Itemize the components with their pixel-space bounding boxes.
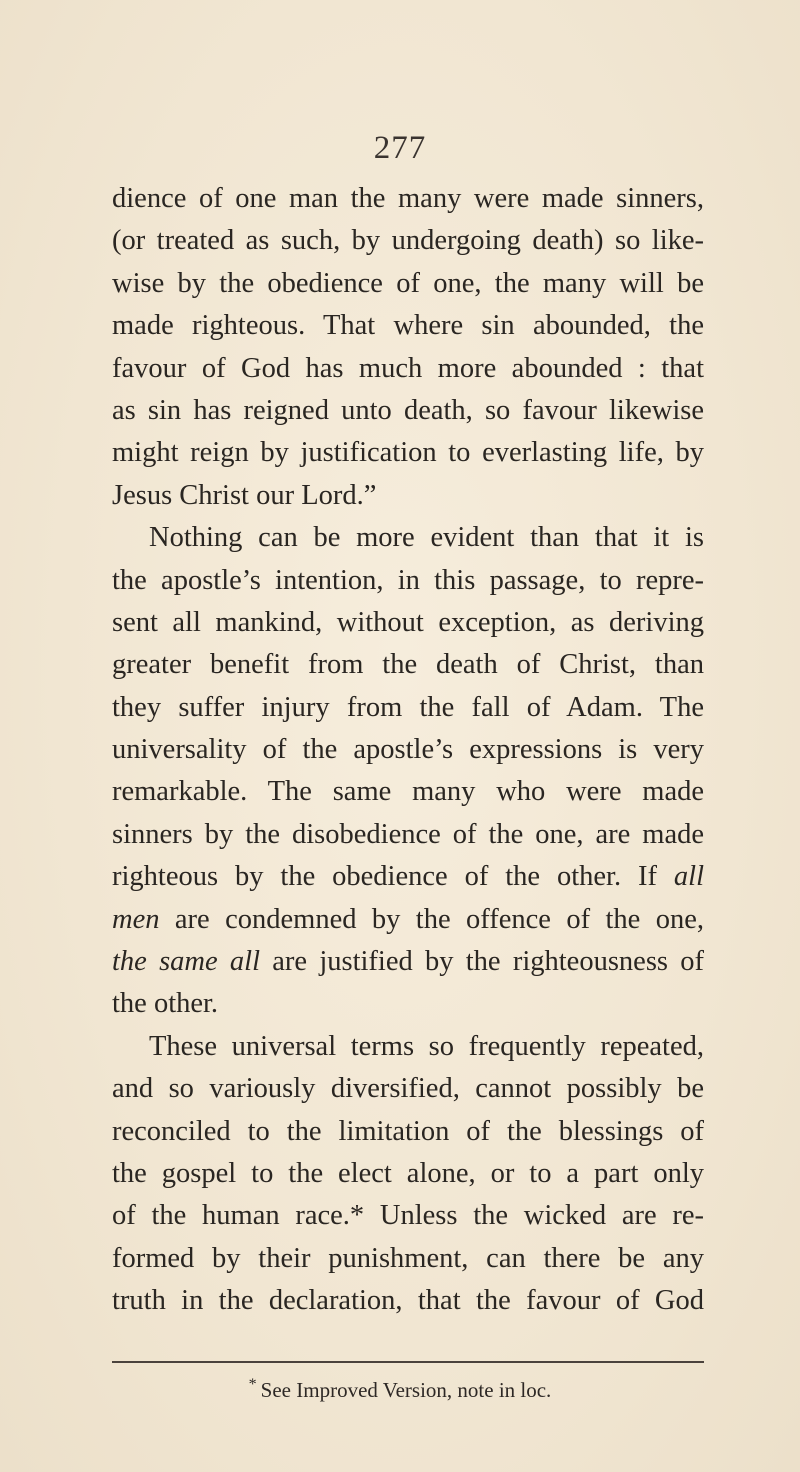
text-line: wise by the obedience of one, the many will be <box>112 267 704 299</box>
text-line: of the human race.* Unless the wicked are re- <box>112 1200 704 1232</box>
text-segment: righteous by the obedience of the other. If <box>112 861 657 893</box>
text-line: reconciled to the limitation of the blessings of <box>112 1115 704 1147</box>
text-line: they suffer injury from the fall of Adam. The <box>112 691 704 723</box>
text-line: sinners by the disobedience of the one, are made <box>112 818 704 850</box>
text-line: (or treated as such, by undergoing death) so like- <box>112 225 704 257</box>
text-line <box>112 941 704 983</box>
text-line: Nothing can be more evident than that it is <box>149 522 704 554</box>
text-line: Jesus Christ our Lord.” <box>112 479 377 511</box>
footnote-divider <box>112 1361 704 1363</box>
text-line: the other. <box>112 988 219 1020</box>
text-line <box>112 899 704 941</box>
italic-text: all <box>673 861 704 893</box>
text-line: might reign by justification to everlasting life, by <box>112 437 704 469</box>
footnote <box>0 1376 800 1403</box>
text-line: the apostle’s intention, in this passage, to repre- <box>112 564 704 596</box>
text-line: favour of God has much more abounded : that <box>112 352 704 384</box>
text-segment: are condemned by the offence of the one, <box>174 903 705 935</box>
body-text <box>112 178 704 1323</box>
text-line: formed by their punishment, can there be any <box>112 1242 704 1274</box>
text-line: made righteous. That where sin abounded, the <box>112 310 704 342</box>
italic-text: the same all <box>112 946 261 978</box>
text-line <box>112 856 704 898</box>
text-segment: are justified by the righteousness of <box>272 946 705 978</box>
text-line: the gospel to the elect alone, or to a part only <box>112 1157 704 1189</box>
text-line: remarkable. The same many who were made <box>112 776 704 808</box>
text-line: sent all mankind, without exception, as deriving <box>112 606 704 638</box>
page-number: 277 <box>373 130 427 166</box>
text-line: and so variously diversified, cannot possibly be <box>112 1073 704 1105</box>
footnote-mark: * <box>248 1376 257 1393</box>
text-line: greater benefit from the death of Christ, than <box>112 649 704 681</box>
italic-text: men <box>112 903 160 935</box>
text-line: universality of the apostle’s expressions is very <box>112 734 704 766</box>
text-line: dience of one man the many were made sinners, <box>112 183 704 214</box>
footnote-text: See Improved Version, note in loc. <box>260 1378 552 1402</box>
text-line: as sin has reigned unto death, so favour likewise <box>112 394 704 426</box>
text-line: truth in the declaration, that the favour of God <box>112 1285 704 1317</box>
text-line: These universal terms so frequently repeated, <box>149 1030 704 1062</box>
